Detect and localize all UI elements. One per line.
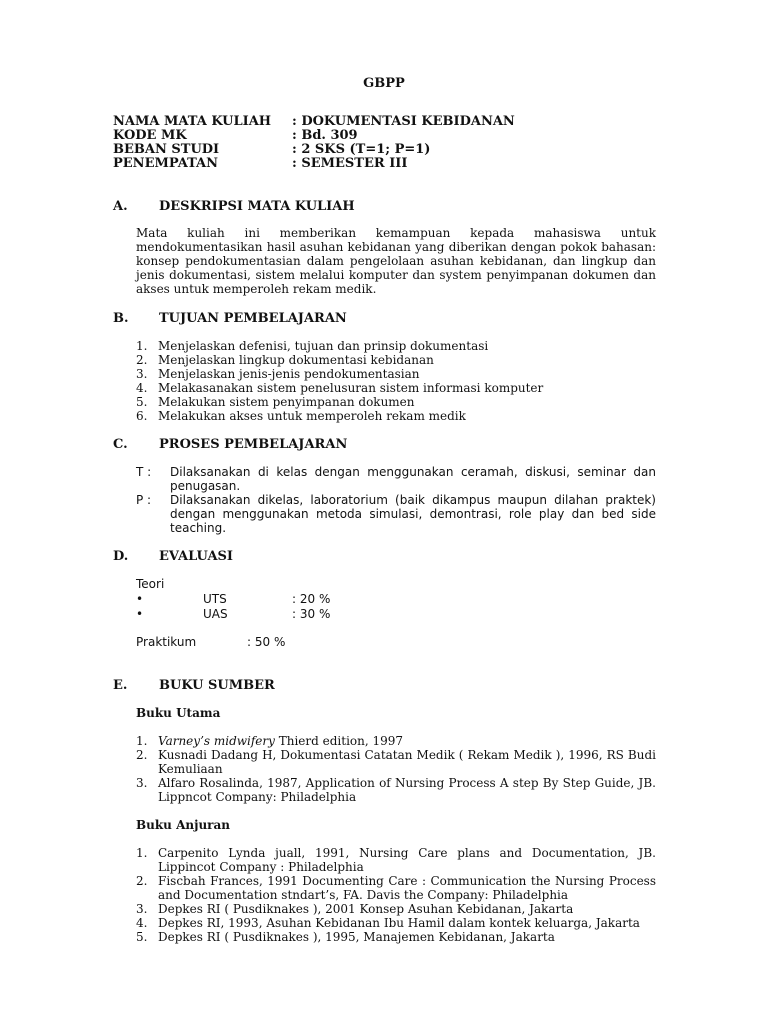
bullet-icon: • bbox=[136, 607, 144, 621]
buku-utama-title: Buku Utama bbox=[136, 706, 221, 720]
meta-value-penempatan: : SEMESTER III bbox=[292, 156, 408, 171]
bullet-icon: • bbox=[136, 592, 144, 606]
meta-label-kode: KODE MK bbox=[113, 128, 187, 143]
uts-value: : 20 % bbox=[292, 592, 331, 606]
page-title: GBPP bbox=[363, 76, 405, 91]
uts-label: UTS bbox=[203, 592, 227, 606]
buku-anjuran-title: Buku Anjuran bbox=[136, 818, 231, 832]
praktikum-value: : 50 % bbox=[247, 635, 286, 649]
meta-label-nama: NAMA MATA KULIAH bbox=[113, 114, 272, 129]
meta-value-nama: : DOKUMENTASI KEBIDANAN bbox=[292, 114, 515, 129]
meta-label-penempatan: PENEMPATAN bbox=[113, 156, 219, 171]
praktikum-label: Praktikum bbox=[136, 635, 197, 649]
section-a-paragraph: Mata kuliah ini memberikan kemampuan kepada mahasiswa untuk mendokumentasikan hasil asuhan kebidanan yang diberikan dengan pokok bahasan: konsep pendokumentasian dalam pengelolaan asuhan kebidanan, dan lingkup dan jenis dokumentasi, sistem melalui komputer dan system penyimpanan dokumen dan akses untuk memperoleh rekam medik. bbox=[136, 226, 656, 296]
book-title-italic: Varney’s midwifery bbox=[158, 734, 275, 748]
meta-value-kode: : Bd. 309 bbox=[292, 128, 358, 143]
evaluasi-teori-label: Teori bbox=[136, 577, 165, 591]
document-page: GBPP NAMA MATA KULIAH : DOKUMENTASI KEBIDANAN KODE MK : Bd. 309 BEBAN STUDI : 2 SKS (T=1; P=1) PENEMPATAN : SEMESTER III A. DESKRIPSI MATA KULIAH Mata kuliah ini memberikan kemampuan kepada mahasiswa untuk mendokumentasikan hasil asuhan kebidanan yang diberikan dengan pokok bahasan: konsep pendokumentasian dalam pengelolaan asuhan kebidanan, dan lingkup dan jenis dokumentasi, sistem melalui komputer dan system penyimpanan dokumen dan akses untuk memperoleh rekam medik. B. TUJUAN PEMBELAJARAN 1. Menjelaskan defenisi, tujuan dan prinsip dokumentasi 2. Menjelaskan lingkup dokumentasi kebidanan 3. Menjelaskan jenis-jenis pendokumentasian 4. Melakasanakan sistem penelusuran sistem informasi komputer 5. Melakukan sistem penyimpanan dokumen 6. Melakukan akses untuk memperoleh rekam medik C. PROSES PEMBELAJARAN T : Dilaksanakan di kelas dengan menggunakan ceramah, diskusi, seminar dan penugasan. P : Dilaksanakan dikelas, laboratorium (baik dikampus maupun dilahan praktek) dengan menggunakan metoda simulasi, demontrasi, role play dan bed side teaching. D. EVALUASI Teori • UTS : 20 % • UAS : 30 % Praktikum : 50 % E. BUKU SUMBER Buku Utama 1. Varney’s midwifery Thierd edition, 1997 2. Kusnadi Dadang H, Dokumentasi Catatan Medik ( Rekam Medik ), 1996, RS Budi Kemuliaan 3. Alfaro Rosalinda, 1987, Application of Nursing Process A step By Step Guide, JB. Lippncot Company: Philadelphia Buku Anjuran 1. Carpenito Lynda juall, 1991, Nursing Care plans and Documentation, JB. Lippincot Company : Philadelphia 2. Fiscbah Frances, 1991 Documenting Care : Communication the Nursing Process and Documentation stndart’s, FA. Davis the Company: Philadelphia 3. Depkes RI ( Pusdiknakes ), 2001 Konsep Asuhan Kebidanan, Jakarta 4. Depkes RI, 1993, Asuhan Kebidanan Ibu Hamil dalam kontek keluarga, Jakarta 5. Depkes RI ( Pusdiknakes ), 1995, Manajemen Kebidanan, Jakarta bbox=[0, 0, 768, 1024]
meta-label-beban: BEBAN STUDI bbox=[113, 142, 220, 157]
meta-value-beban: : 2 SKS (T=1; P=1) bbox=[292, 142, 431, 157]
uas-value: : 30 % bbox=[292, 607, 331, 621]
uas-label: UAS bbox=[203, 607, 228, 621]
